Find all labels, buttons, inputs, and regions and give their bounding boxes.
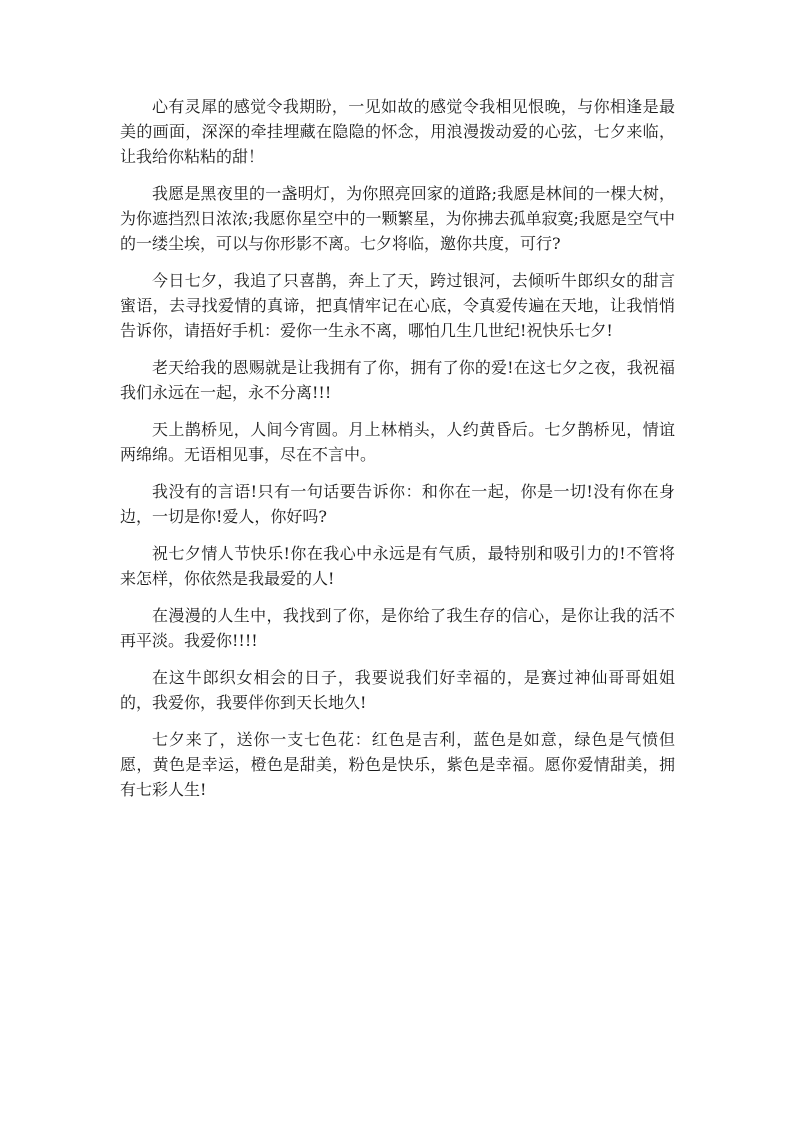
paragraph-3: 今日七夕，我追了只喜鹊，奔上了天，跨过银河，去倾听牛郎织女的甜言蜜语，去寻找爱情的真谛，把真情牢记在心底，令真爱传遍在天地，让我悄悄告诉你，请捂好手机：爱你一生永不离，哪怕几生几世纪!祝快乐七夕! [120, 271, 675, 340]
paragraph-8: 在漫漫的人生中，我找到了你，是你给了我生存的信心，是你让我的活不再平淡。我爱你!!!! [120, 606, 675, 650]
paragraph-7: 祝七夕情人节快乐!你在我心中永远是有气质，最特别和吸引力的!不管将来怎样，你依然是我最爱的人! [120, 544, 675, 588]
paragraph-2: 我愿是黑夜里的一盏明灯，为你照亮回家的道路;我愿是林间的一棵大树，为你遮挡烈日浓浓;我愿你星空中的一颗繁星，为你拂去孤单寂寞;我愿是空气中的一缕尘埃，可以与你形影不离。七夕将临，邀你共度，可行? [120, 184, 675, 253]
paragraph-1: 心有灵犀的感觉令我期盼，一见如故的感觉令我相见恨晚，与你相逢是最美的画面，深深的牵挂埋藏在隐隐的怀念，用浪漫拨动爱的心弦，七夕来临，让我给你粘粘的甜！ [120, 97, 675, 166]
paragraph-5: 天上鹊桥见，人间今宵圆。月上林梢头，人约黄昏后。七夕鹊桥见，情谊两绵绵。无语相见事，尽在不言中。 [120, 420, 675, 464]
paragraph-6: 我没有的言语!只有一句话要告诉你：和你在一起，你是一切!没有你在身边，一切是你!爱人，你好吗? [120, 482, 675, 526]
document-body [120, 94, 675, 814]
paragraph-10: 七夕来了，送你一支七色花：红色是吉利，蓝色是如意，绿色是气愤但愿，黄色是幸运，橙色是甜美，粉色是快乐，紫色是幸福。愿你爱情甜美，拥有七彩人生! [120, 730, 675, 799]
paragraph-4: 老天给我的恩赐就是让我拥有了你，拥有了你的爱!在这七夕之夜，我祝福我们永远在一起，永不分离!!! [120, 358, 675, 402]
paragraph-9: 在这牛郎织女相会的日子，我要说我们好幸福的，是赛过神仙哥哥姐姐的，我爱你，我要伴你到天长地久! [120, 668, 675, 712]
